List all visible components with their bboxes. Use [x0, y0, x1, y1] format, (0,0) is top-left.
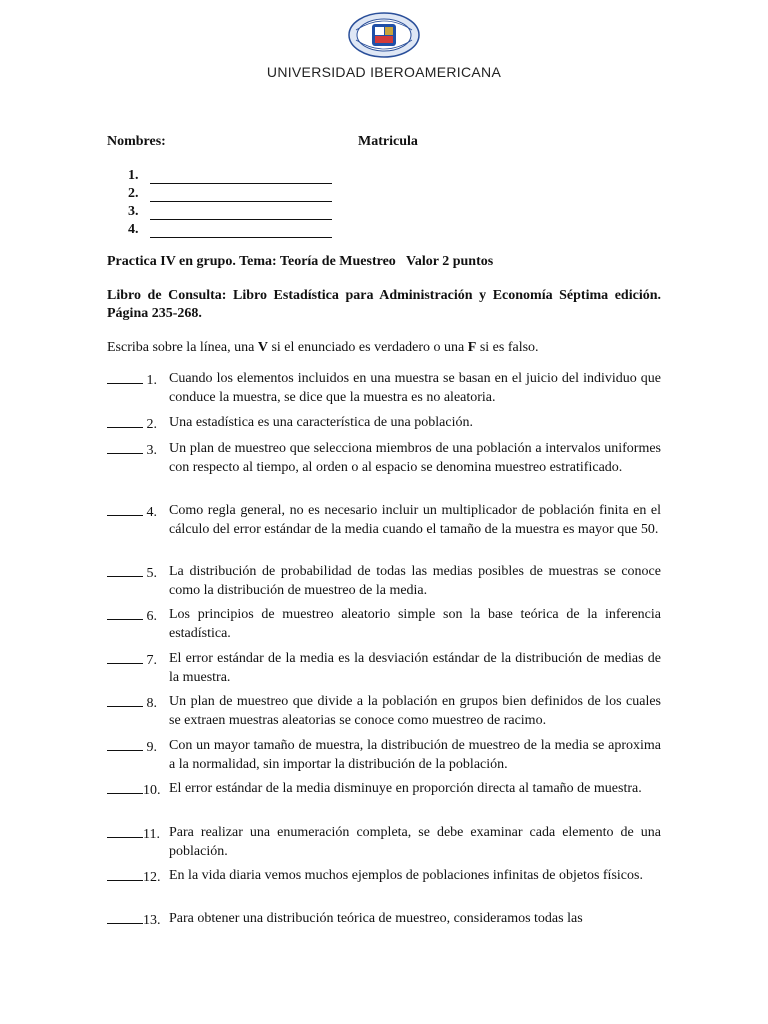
- question-number: 2.: [143, 417, 157, 432]
- question-item: [107, 824, 661, 861]
- question-item: [107, 910, 661, 931]
- question-text: Con un mayor tamaño de muestra, la distribución de muestreo de la media se aproxima a la normalidad, sin importar la distribución de la población.: [169, 738, 661, 772]
- question-number: 1.: [143, 373, 157, 388]
- question-number: 4.: [143, 505, 157, 520]
- question-item: [107, 780, 661, 801]
- name-entry: 1.: [128, 166, 332, 184]
- university-seal-icon: [348, 12, 420, 58]
- name-blank-line[interactable]: [150, 169, 332, 184]
- question-number: 3.: [143, 443, 157, 458]
- question-number: 13.: [143, 913, 161, 928]
- question-item: [107, 370, 661, 407]
- question-item: [107, 737, 661, 774]
- answer-blank[interactable]: [107, 414, 143, 428]
- answer-blank[interactable]: [107, 737, 143, 751]
- question-number: 12.: [143, 870, 161, 885]
- question-text: El error estándar de la media es la desviación estándar de la distribución de medias de la muestra.: [169, 651, 661, 685]
- question-number: 8.: [143, 696, 157, 711]
- answer-blank[interactable]: [107, 563, 143, 577]
- question-text: Un plan de muestreo que selecciona miembros de una población a intervalos uniformes con respecto al tiempo, al orden o al espacio se denomina muestreo estratificado.: [169, 441, 661, 475]
- question-item: [107, 606, 661, 643]
- question-number: 11.: [143, 827, 160, 842]
- question-text: Los principios de muestreo aleatorio simple son la base teórica de la inferencia estadística.: [169, 607, 661, 641]
- names-list: [128, 166, 332, 238]
- answer-blank[interactable]: [107, 910, 143, 924]
- question-item: [107, 867, 661, 888]
- question-number: 6.: [143, 609, 157, 624]
- matricula-label: Matricula: [358, 134, 418, 149]
- question-text: Una estadística es una característica de una población.: [169, 415, 473, 430]
- answer-blank[interactable]: [107, 867, 143, 881]
- answer-blank[interactable]: [107, 824, 143, 838]
- question-text: Como regla general, no es necesario incluir un multiplicador de población finita en el cálculo del error estándar de la media cuando el tamaño de la muestra es mayor que 50.: [169, 503, 661, 537]
- answer-blank[interactable]: [107, 440, 143, 454]
- question-item: [107, 414, 661, 435]
- question-text: Para obtener una distribución teórica de muestreo, consideramos todas las: [169, 911, 583, 926]
- name-blank-line[interactable]: [150, 205, 332, 220]
- question-text: En la vida diaria vemos muchos ejemplos de poblaciones infinitas de objetos físicos.: [169, 868, 643, 883]
- answer-blank[interactable]: [107, 606, 143, 620]
- question-item: [107, 650, 661, 687]
- name-entry: 2.: [128, 184, 332, 202]
- answer-blank[interactable]: [107, 693, 143, 707]
- university-title: UNIVERSIDAD IBEROAMERICANA: [266, 64, 502, 80]
- question-item: [107, 502, 661, 539]
- question-text: Para realizar una enumeración completa, se debe examinar cada elemento de una población.: [169, 825, 661, 859]
- question-text: Cuando los elementos incluidos en una muestra se basan en el juicio del individuo que conduce la muestra, se dice que la muestra es no aleatoria.: [169, 371, 661, 405]
- question-item: [107, 563, 661, 600]
- names-label: Nombres:: [107, 134, 166, 149]
- answer-blank[interactable]: [107, 370, 143, 384]
- question-item: [107, 440, 661, 477]
- name-blank-line[interactable]: [150, 223, 332, 238]
- question-number: 5.: [143, 566, 157, 581]
- question-number: 10.: [143, 783, 161, 798]
- question-number: 9.: [143, 740, 157, 755]
- instructions: Escriba sobre la línea, una V si el enunciado es verdadero o una F si es falso.: [107, 340, 539, 355]
- practice-title: Practica IV en grupo. Tema: Teoría de Muestreo Valor 2 puntos: [107, 254, 494, 269]
- question-text: Un plan de muestreo que divide a la población en grupos bien definidos de los cuales se extraen muestras aleatorias se conoce como muestreo de racimo.: [169, 694, 661, 728]
- name-blank-line[interactable]: [150, 187, 332, 202]
- question-item: [107, 693, 661, 730]
- answer-blank[interactable]: [107, 650, 143, 664]
- name-entry: 3.: [128, 202, 332, 220]
- question-number: 7.: [143, 653, 157, 668]
- name-entry: 4.: [128, 220, 332, 238]
- question-text: La distribución de probabilidad de todas las medias posibles de muestras se conoce como la distribución de muestreo de la media.: [169, 564, 661, 598]
- answer-blank[interactable]: [107, 780, 143, 794]
- reference-text: Libro de Consulta: Libro Estadística para Administración y Economía Séptima edición. Página 235-268.: [107, 288, 661, 321]
- question-text: El error estándar de la media disminuye en proporción directa al tamaño de muestra.: [169, 781, 642, 796]
- answer-blank[interactable]: [107, 502, 143, 516]
